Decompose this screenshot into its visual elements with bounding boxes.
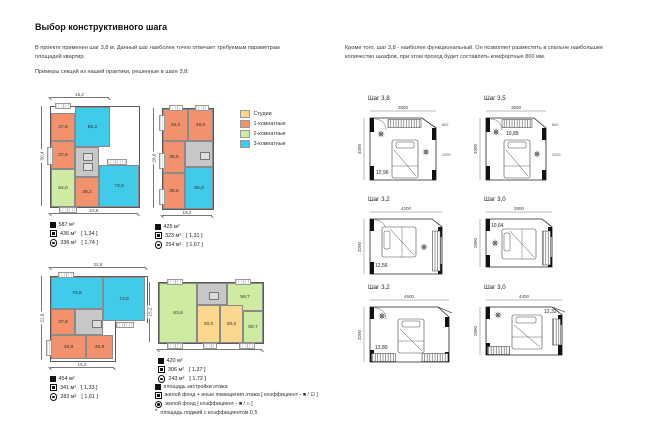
built-area-icon	[155, 224, 161, 230]
intro-paragraph-right: Кроме того, шаг 3,8 - наиболее функциональный. Он позволяет разместить в спальне наибольшее количество шкафов, при этом проход будет составлять комфортные 800 мм.	[345, 45, 604, 60]
stat-coefficient: [ 1,31 ]	[186, 232, 203, 239]
apartment-room: 38,5	[163, 173, 185, 209]
apartment-room: 73,8	[103, 277, 145, 321]
stat-row	[158, 366, 248, 373]
wardrobe-hatch	[422, 354, 448, 362]
stat-coefficient: [ 1,67 ]	[186, 242, 203, 249]
apartment-room: 76,8	[51, 277, 103, 309]
apartment-room: 46,0	[163, 109, 188, 141]
plan-stats	[158, 358, 248, 385]
footnote-row	[155, 401, 318, 408]
step-diagram-3-5	[472, 95, 576, 186]
balcony	[167, 343, 183, 349]
stair-core	[185, 141, 213, 167]
stat-row	[50, 239, 140, 246]
apartment-room: 37,6	[51, 309, 75, 335]
dimension-left: 22,8	[41, 276, 42, 360]
svg-text:3200: 3200	[357, 329, 362, 341]
built-area-icon	[50, 376, 56, 382]
footnote-row	[155, 410, 318, 416]
gross-fund-icon	[155, 232, 162, 239]
net-fund-icon	[155, 401, 162, 408]
plan-outline	[158, 282, 264, 344]
svg-text:3800: 3800	[397, 105, 409, 110]
balcony	[46, 340, 52, 356]
stat-value: 420 м²	[166, 358, 183, 364]
svg-text:4200: 4200	[400, 206, 412, 211]
dimension-left: 15,2	[149, 282, 150, 342]
two-room-color-chip	[240, 130, 250, 138]
stat-coefficient: [ 1,74 ]	[81, 240, 98, 247]
stat-row	[50, 376, 140, 382]
apartment-room: 73,0	[99, 165, 139, 207]
step-diagram-3-0-b	[472, 284, 582, 361]
floor-plan-2	[151, 108, 212, 249]
chair-icon	[493, 129, 500, 136]
step-diagram-title: Шаг 3,0	[484, 196, 506, 203]
balcony	[239, 343, 255, 349]
gross-fund-icon	[50, 384, 57, 391]
dimension-bottom	[158, 349, 262, 350]
bedroom-plan-drawing	[356, 104, 460, 186]
bedroom-plan-drawing	[472, 293, 582, 361]
chair-icon	[423, 149, 430, 156]
three-room-color-chip	[240, 140, 250, 148]
apartment-room: 63,6	[159, 283, 197, 343]
balcony	[203, 343, 217, 349]
stat-row	[50, 384, 140, 391]
stair-core	[197, 283, 227, 305]
bed	[512, 315, 542, 349]
svg-text:4600: 4600	[403, 294, 415, 299]
apartment-room: 45,9	[86, 335, 113, 359]
svg-text:3300: 3300	[473, 143, 478, 155]
stat-coefficient: [ 1,72 ]	[189, 376, 206, 383]
apartment-room: 85,0	[185, 167, 213, 209]
stair-core	[75, 309, 103, 335]
footnote-legend	[155, 384, 318, 418]
floor-plan-1	[39, 91, 138, 247]
dimension-bottom: 15,2	[162, 215, 212, 216]
stat-value: 341 м²	[60, 384, 76, 391]
asterisk-icon: *	[155, 409, 158, 416]
step-diagram-title: Шаг 3,2	[368, 196, 390, 203]
legend-item	[240, 140, 286, 148]
plan-stats	[50, 222, 140, 249]
stat-value: 254 м²	[165, 242, 182, 249]
plan-outline	[50, 106, 140, 208]
room-area-label: 12,56	[375, 263, 388, 269]
gross-fund-icon	[155, 392, 162, 399]
stat-coefficient: [ 1,33 ]	[81, 384, 98, 391]
wardrobe-hatch	[553, 319, 561, 345]
stat-coefficient: [ 1,34 ]	[81, 230, 98, 237]
gross-fund-icon	[158, 366, 165, 373]
step-diagram-title: Шаг 3,8	[368, 95, 390, 102]
svg-text:3200: 3200	[357, 241, 362, 253]
right-dimension: 800	[442, 123, 449, 127]
stat-row	[155, 241, 245, 248]
floor-plan-4	[147, 282, 262, 383]
apartment-room: 37,8	[51, 141, 75, 169]
step-diagram-title: Шаг 3,0	[484, 284, 506, 291]
stat-value: 336 м²	[60, 240, 77, 247]
legend-label: Студии	[253, 110, 272, 117]
apartment-type-legend	[240, 110, 286, 150]
wardrobe-hatch	[502, 120, 532, 128]
bedroom-plan-drawing	[472, 205, 576, 273]
plan-stats	[50, 376, 140, 403]
built-area-icon	[158, 358, 164, 364]
svg-text:2800: 2800	[473, 325, 478, 337]
dimension-bottom: 22,8	[50, 213, 138, 214]
step-diagram-3-8	[356, 95, 460, 186]
balcony	[58, 272, 74, 278]
balcony	[167, 279, 183, 285]
stat-value: 454 м²	[58, 376, 75, 382]
room-area-label: 10,64	[491, 223, 504, 229]
apartment-room: 30,0	[220, 305, 243, 343]
apartment-room: 64,0	[51, 169, 75, 207]
footnote-text: жилой фонд + иные помещения этажа [ коэффициент - ■ / ⊡ ]	[165, 392, 318, 399]
legend-item	[240, 120, 286, 128]
bedroom-plan-drawing	[472, 104, 576, 186]
chair-icon	[495, 312, 502, 319]
chair-icon	[421, 244, 428, 251]
apartment-room: 46,0	[188, 109, 213, 141]
step-diagram-title: Шаг 3,5	[484, 95, 506, 102]
room-area-label: 12,96	[376, 170, 389, 176]
stair-core	[75, 147, 99, 177]
floor-plan-3	[39, 261, 146, 401]
net-fund-icon	[50, 393, 57, 400]
footnote-text: площадь лоджий с коэффициентом 0,5	[160, 409, 258, 416]
balcony	[59, 207, 77, 213]
legend-item	[240, 130, 286, 138]
footnote-row	[155, 384, 318, 390]
elevator-icon	[209, 292, 219, 300]
right-dimension: 2200	[442, 153, 451, 157]
bedroom-plan-drawing	[356, 205, 460, 279]
balcony	[47, 147, 53, 165]
intro-paragraph-left-2: Примеры секций из нашей практики, решенные в шаге 3,8:	[35, 69, 189, 75]
wardrobe-hatch	[372, 354, 396, 362]
elevator-icon	[83, 153, 93, 161]
balcony	[107, 159, 127, 165]
stat-row	[155, 232, 245, 239]
elevator-icon	[92, 320, 102, 328]
balcony	[116, 322, 134, 328]
chair-icon	[379, 313, 386, 320]
stat-row	[50, 222, 140, 228]
stat-row	[50, 393, 140, 400]
balcony	[159, 115, 165, 131]
stat-row	[155, 224, 245, 230]
step-diagram-3-0	[472, 196, 576, 273]
svg-text:2800: 2800	[473, 237, 478, 249]
apartment-room: 37,8	[51, 113, 75, 141]
footnote-text: площадь застройки этажа	[163, 384, 228, 390]
svg-text:3800: 3800	[513, 206, 525, 211]
right-dimension: 800	[552, 123, 559, 127]
legend-item	[240, 110, 286, 118]
dimension-top: 22,8	[50, 267, 146, 268]
room-area-label: 12,32	[544, 309, 557, 315]
intro-paragraph-left: В проекте применен шаг 3,8 м. Данный шаг наиболее точно отвечает требуемым параметрам площадей квартир.	[35, 45, 280, 60]
bed	[398, 319, 424, 353]
balcony	[159, 153, 165, 169]
apartment-room: 45,9	[51, 335, 86, 359]
wardrobe-hatch	[488, 347, 510, 355]
balcony	[159, 189, 165, 205]
balcony	[235, 279, 251, 285]
one-room-color-chip	[240, 120, 250, 128]
wardrobe-hatch	[388, 120, 421, 128]
stat-value: 587 м²	[58, 222, 75, 228]
apartment-room: 38,2	[75, 177, 99, 207]
svg-text:3500: 3500	[510, 105, 522, 110]
chair-icon	[492, 240, 499, 247]
step-diagram-3-2	[356, 196, 460, 279]
stat-value: 282 м²	[60, 394, 77, 401]
stat-row	[50, 230, 140, 237]
svg-text:4400: 4400	[518, 294, 530, 299]
stat-value: 436 м²	[60, 230, 76, 237]
footnote-text: жилой фонд [ коэффициент - ■ / ⌂ ]	[165, 401, 253, 408]
net-fund-icon	[158, 375, 165, 382]
plan-outline	[162, 108, 214, 210]
bed	[504, 140, 530, 178]
net-fund-icon	[155, 241, 162, 248]
apartment-room: 38,5	[163, 141, 185, 173]
room-area-label: 10,89	[506, 131, 519, 137]
stat-coefficient: [ 1,37 ]	[189, 366, 206, 373]
stat-row	[158, 358, 248, 364]
footnote-row	[155, 392, 318, 399]
built-area-icon	[50, 222, 56, 228]
wardrobe-hatch	[543, 231, 551, 265]
balcony	[169, 105, 183, 111]
gross-fund-icon	[50, 230, 57, 237]
stat-value: 323 м²	[165, 232, 181, 239]
balcony	[195, 105, 209, 111]
elevator-icon	[83, 163, 93, 171]
stat-value: 306 м²	[168, 366, 184, 373]
apartment-room: 59,7	[243, 311, 263, 343]
stat-value: 243 м²	[168, 376, 185, 383]
net-fund-icon	[50, 239, 57, 246]
legend-label: 2-комнатные	[253, 130, 286, 137]
balcony	[55, 103, 71, 109]
legend-label: 3-комнатные	[253, 141, 286, 148]
wardrobe-hatch	[433, 231, 441, 271]
apartment-room: 85,2	[75, 107, 110, 147]
stat-value: 425 м²	[163, 224, 180, 230]
studio-color-chip	[240, 110, 250, 118]
dimension-top: 15,2	[50, 97, 109, 98]
page-title: Выбор конструктивного шага	[35, 22, 168, 32]
apartment-room: 30,0	[197, 305, 220, 343]
bed	[392, 140, 418, 178]
dimension-bottom: 15,2	[50, 367, 114, 368]
legend-label: 1-комнатные	[253, 120, 286, 127]
stat-row	[158, 375, 248, 382]
chair-icon	[378, 131, 385, 138]
bed	[382, 227, 416, 257]
bed	[502, 229, 536, 259]
step-diagram-3-2-b	[356, 284, 466, 367]
built-area-icon	[155, 384, 161, 390]
chair-icon	[534, 151, 541, 158]
stat-coefficient: [ 1,61 ]	[81, 394, 98, 401]
svg-text:3300: 3300	[357, 143, 362, 155]
step-diagram-title: Шаг 3,2	[368, 284, 390, 291]
bedroom-plan-drawing	[356, 293, 466, 367]
dimension-left: 30,4	[41, 106, 42, 206]
apartment-room: 59,7	[227, 283, 263, 311]
room-area-label: 13,80	[375, 345, 388, 351]
dimension-left: 26,6	[153, 108, 154, 208]
elevator-icon	[200, 152, 210, 160]
plan-stats	[155, 224, 245, 251]
right-dimension: 2200	[552, 153, 561, 157]
